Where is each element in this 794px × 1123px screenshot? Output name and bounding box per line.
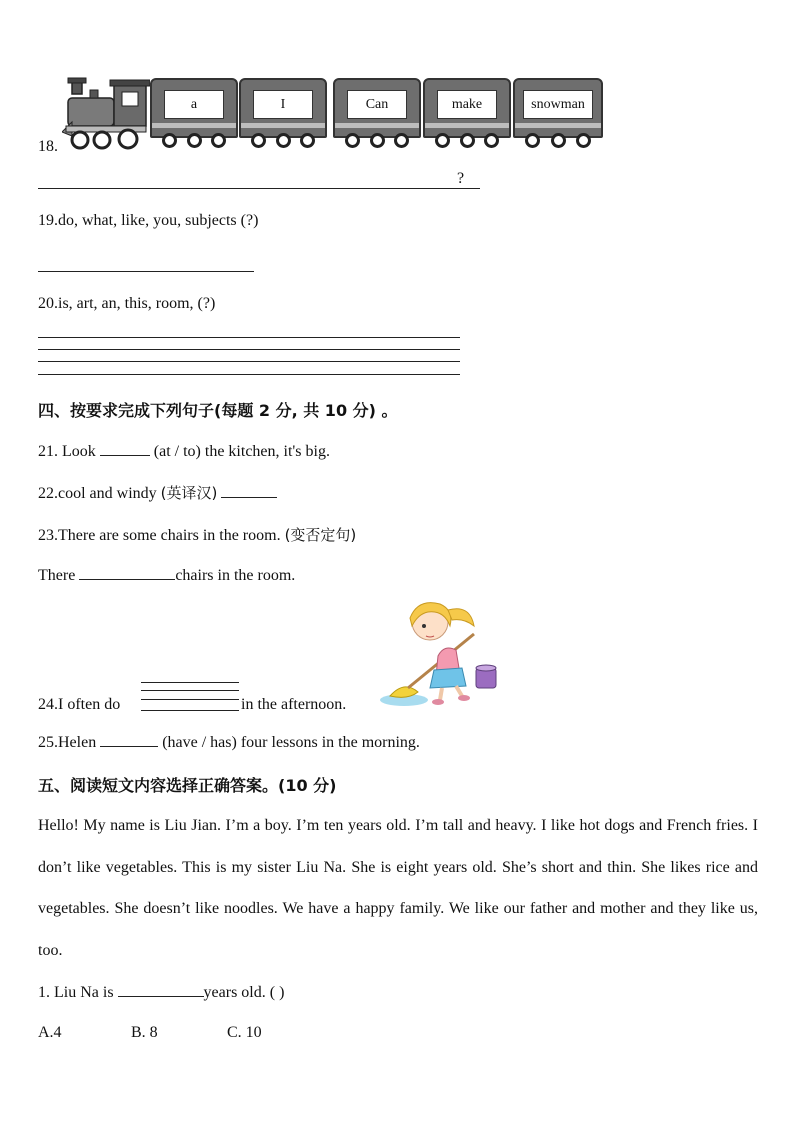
q25-blank[interactable] xyxy=(100,732,158,747)
q23-hint: (变否定句) xyxy=(284,526,357,544)
q23-prefix: 23.There are some chairs in the room. xyxy=(38,527,285,544)
q21-suffix: (at / to) the kitchen, it's big. xyxy=(149,443,330,460)
word-card: I xyxy=(253,90,313,119)
word-card: snowman xyxy=(523,90,593,119)
girl-mopping-floor-illustration xyxy=(378,596,504,710)
q21 xyxy=(38,441,330,461)
reading-passage: Hello! My name is Liu Jian. I’m a boy. I’m ten years old. I’m tall and heavy. I like hot dogs and French fries. I don’t like vegetables. This is my sister Liu Na. She is eight years old. She’s short and thin. She likes rice and vegetables. She doesn’t like noodles. We have a happy family. We like our father and mother and they like us, too. xyxy=(38,817,758,959)
reading-q1 xyxy=(38,982,284,1002)
reading-q1-suffix: years old. ( ) xyxy=(203,984,285,1001)
section-4-title: 四、按要求完成下列句子(每题 2 分, 共 10 分) 。 xyxy=(38,401,398,420)
word-card: make xyxy=(437,90,497,119)
q22-prefix: 22.cool and windy xyxy=(38,485,161,502)
word-card: Can xyxy=(347,90,407,119)
q25-suffix: (have / has) four lessons in the morning. xyxy=(158,734,420,751)
train-car-3 xyxy=(333,78,421,138)
q25-prefix: 25.Helen xyxy=(38,734,101,751)
q20-answer-line-2[interactable] xyxy=(38,349,460,350)
reading-q1-option-c[interactable]: C. 10 xyxy=(227,1024,262,1041)
reading-q1-option-b[interactable]: B. 8 xyxy=(131,1024,158,1041)
q21-prefix: 21. Look xyxy=(38,443,100,460)
reading-q1-option-a[interactable]: A.4 xyxy=(38,1024,62,1041)
word-card: a xyxy=(164,90,224,119)
q24-blank-line-1[interactable] xyxy=(141,682,239,683)
reading-q1-prefix: 1. Liu Na is xyxy=(38,984,118,1001)
q18-question-mark: ? xyxy=(457,170,465,187)
q23-answer xyxy=(38,565,295,585)
q18-answer-line[interactable] xyxy=(38,188,480,189)
q25 xyxy=(38,732,420,752)
q22-hint: (英译汉) xyxy=(160,484,218,502)
q19-text: 19.do, what, like, you, subjects (?) xyxy=(38,212,259,229)
q23-answer-prefix: There xyxy=(38,567,80,584)
q20-text: 20.is, art, an, this, room, (?) xyxy=(38,295,216,312)
q23 xyxy=(38,524,356,545)
train-car-2 xyxy=(239,78,327,138)
q20-answer-line-1[interactable] xyxy=(38,337,460,338)
q22 xyxy=(38,482,277,503)
q20-answer-line-4[interactable] xyxy=(38,374,460,375)
q24-suffix: in the afternoon. xyxy=(241,696,347,713)
q24-blank-line-4[interactable] xyxy=(141,710,239,711)
q19-answer-line[interactable] xyxy=(38,271,254,272)
q24-blank-line-2[interactable] xyxy=(141,690,239,691)
q20-answer-line-3[interactable] xyxy=(38,361,460,362)
q24-blank-line-3[interactable] xyxy=(141,699,239,700)
q24-prefix: 24.I often do xyxy=(38,696,121,713)
train-car-1 xyxy=(150,78,238,138)
section-5-title: 五、阅读短文内容选择正确答案。(10 分) xyxy=(38,776,337,795)
q23-blank[interactable] xyxy=(79,565,175,580)
q18-number: 18. xyxy=(38,138,58,155)
train-locomotive-icon xyxy=(62,76,150,150)
q22-blank[interactable] xyxy=(221,483,277,498)
q21-blank[interactable] xyxy=(100,441,150,456)
train-car-5 xyxy=(513,78,603,138)
train-car-4 xyxy=(423,78,511,138)
q23-answer-suffix: chairs in the room. xyxy=(175,567,296,584)
reading-q1-blank[interactable] xyxy=(118,982,204,997)
